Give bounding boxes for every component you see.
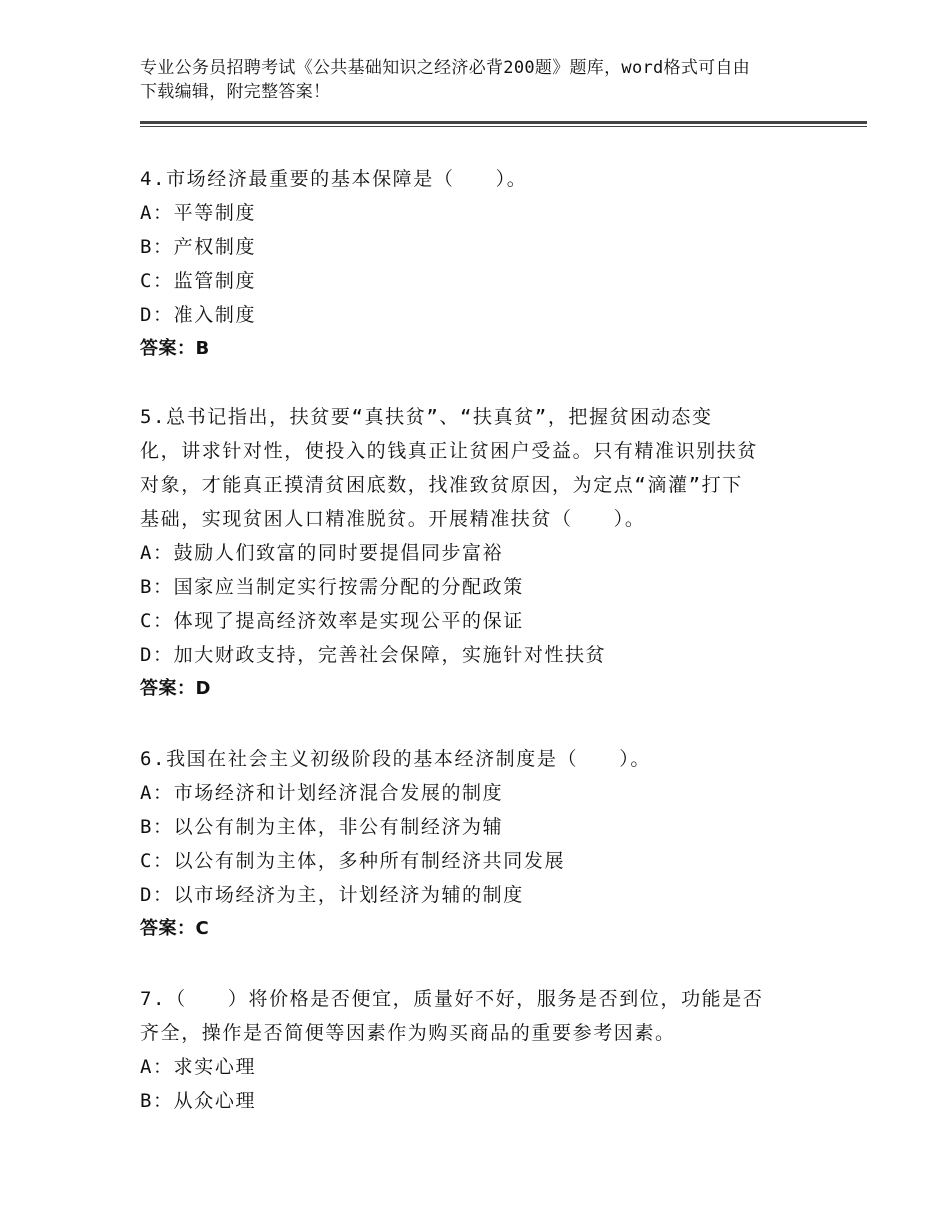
option-c: C：体现了提高经济效率是实现公平的保证: [140, 610, 524, 632]
question-stem-line-2: 化，讲求针对性，使投入的钱真正让贫困户受益。只有精准识别扶贫: [140, 440, 759, 462]
question-7: [140, 982, 800, 1118]
option-a: A：平等制度: [140, 202, 257, 224]
question-6: [140, 742, 800, 946]
question-stem-line-2: 齐全，操作是否简便等因素作为购买商品的重要参考因素。: [140, 1022, 676, 1044]
question-stem-line-1: 7.（ ）将价格是否便宜，质量好不好，服务是否到位，功能是否: [140, 988, 764, 1010]
option-c: C：监管制度: [140, 270, 257, 292]
header-divider-thin: [140, 126, 867, 127]
header-line-1: 专业公务员招聘考试《公共基础知识之经济必背200题》题库，word格式可自由: [140, 58, 751, 78]
document-header: [140, 56, 830, 104]
option-b: B：以公有制为主体，非公有制经济为辅: [140, 816, 504, 838]
question-5: [140, 400, 800, 706]
question-stem: 4.市场经济最重要的基本保障是（ ）。: [140, 168, 528, 190]
answer-label: 答案：B: [140, 338, 210, 359]
option-a: A：市场经济和计划经济混合发展的制度: [140, 782, 504, 804]
question-stem: 6.我国在社会主义初级阶段的基本经济制度是（ ）。: [140, 748, 651, 770]
option-d: D：以市场经济为主，计划经济为辅的制度: [140, 884, 524, 906]
header-line-2: 下载编辑，附完整答案！: [140, 82, 331, 102]
answer-label: 答案：D: [140, 678, 211, 699]
option-c: C：以公有制为主体，多种所有制经济共同发展: [140, 850, 566, 872]
option-d: D：准入制度: [140, 304, 257, 326]
answer-label: 答案：C: [140, 918, 210, 939]
question-stem-line-4: 基础，实现贫困人口精准脱贫。开展精准扶贫（ ）。: [140, 508, 646, 530]
question-stem-line-3: 对象，才能真正摸清贫困底数，找准致贫原因，为定点“滴灌”打下: [140, 474, 743, 496]
option-b: B：产权制度: [140, 236, 257, 258]
option-a: A：求实心理: [140, 1056, 257, 1078]
option-a: A：鼓励人们致富的同时要提倡同步富裕: [140, 542, 504, 564]
question-4: [140, 162, 800, 366]
question-stem-line-1: 5.总书记指出，扶贫要“真扶贫”、“扶真贫”，把握贫困动态变: [140, 406, 713, 428]
option-d: D：加大财政支持，完善社会保障，实施针对性扶贫: [140, 644, 607, 666]
option-b: B：从众心理: [140, 1090, 257, 1112]
option-b: B：国家应当制定实行按需分配的分配政策: [140, 576, 524, 598]
header-divider-thick: [140, 121, 867, 124]
